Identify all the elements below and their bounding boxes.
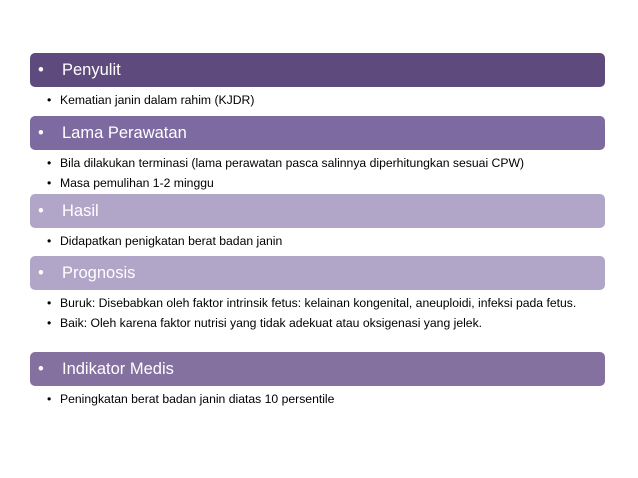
list-item [47, 233, 595, 249]
list-item-text: Didapatkan penigkatan berat badan janin [60, 234, 283, 248]
header-bullet: • [38, 60, 44, 79]
section-title: Prognosis [62, 263, 136, 282]
list-item-text: Peningkatan berat badan janin diatas 10 persentile [60, 392, 335, 406]
bullet-dot: • [47, 156, 52, 170]
list-item [47, 92, 595, 108]
section-header-prognosis [30, 256, 605, 290]
list-item [47, 175, 595, 191]
list-item-text: Kematian janin dalam rahim (KJDR) [60, 93, 255, 107]
bullet-dot: • [47, 176, 52, 190]
header-bullet: • [38, 263, 44, 282]
section-header-hasil [30, 194, 605, 228]
list-item [47, 315, 595, 331]
section-list-hasil [47, 233, 595, 253]
bullet-dot: • [47, 316, 52, 330]
header-bullet: • [38, 201, 44, 220]
list-item-text: Masa pemulihan 1-2 minggu [60, 176, 214, 190]
section-list-lama-perawatan [47, 155, 595, 195]
list-item-text: Bila dilakukan terminasi (lama perawatan pasca salinnya diperhitungkan sesuai CPW) [60, 156, 525, 170]
bullet-dot: • [47, 234, 52, 248]
header-bullet: • [38, 123, 44, 142]
section-header-indikator-medis [30, 352, 605, 386]
section-title: Indikator Medis [62, 359, 174, 378]
section-list-prognosis [47, 295, 595, 335]
list-item [47, 295, 595, 311]
section-title: Lama Perawatan [62, 123, 187, 142]
header-bullet: • [38, 359, 44, 378]
section-list-penyulit [47, 92, 595, 112]
section-list-indikator-medis [47, 391, 595, 411]
bullet-dot: • [47, 296, 52, 310]
list-item [47, 391, 595, 407]
section-title: Hasil [62, 201, 99, 220]
section-header-lama-perawatan [30, 116, 605, 150]
section-title: Penyulit [62, 60, 121, 79]
bullet-dot: • [47, 93, 52, 107]
section-header-penyulit [30, 53, 605, 87]
list-item-text: Buruk: Disebabkan oleh faktor intrinsik fetus: kelainan kongenital, aneuploidi, infeksi pada fetus. [60, 296, 577, 310]
list-item-text: Baik: Oleh karena faktor nutrisi yang tidak adekuat atau oksigenasi yang jelek. [60, 316, 483, 330]
bullet-dot: • [47, 392, 52, 406]
list-item [47, 155, 595, 171]
